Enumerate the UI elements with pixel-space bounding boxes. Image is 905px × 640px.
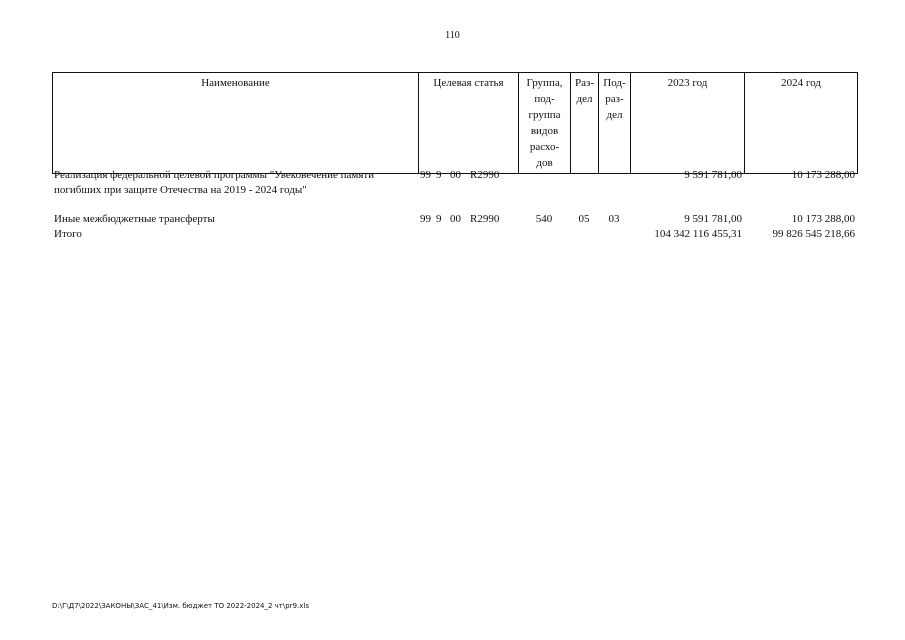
page-number: 110 [445, 30, 460, 41]
row-2023: 9 591 781,00 [684, 213, 742, 225]
row-subsection: 03 [608, 213, 620, 225]
file-path: D:\Г\Д7\2022\ЗАКОНЫ\ЗАС_41\Изм. бюджет ТО 2022-2024_2 чт\pr9.xls [52, 602, 309, 610]
row-2024: 10 173 288,00 [791, 213, 855, 225]
row-target-code: 99 9 00 R2990 [420, 169, 500, 181]
table-row [52, 168, 857, 198]
header-group: Группа, под- группа видов расхо- дов [519, 73, 571, 174]
row-2023: 9 591 781,00 [684, 169, 742, 181]
row-group: 540 [535, 213, 553, 225]
row-name: Реализация федеральной целевой программы "Увековечение памяти погибших при защите Отечества на 2019 - 2024 годы" [54, 169, 375, 196]
row-name: Иные межбюджетные трансферты [54, 213, 215, 225]
row-target-code: 99 9 00 R2990 [420, 213, 500, 225]
total-row [52, 227, 857, 242]
header-2024: 2024 год [745, 73, 858, 174]
row-subsection [598, 168, 630, 198]
header-subsection: Под- раз- дел [599, 73, 631, 174]
row-section [570, 168, 598, 198]
row-section: 05 [578, 213, 590, 225]
total-label: Итого [54, 228, 82, 240]
row-group [518, 168, 570, 198]
total-2024: 99 826 545 218,66 [772, 228, 855, 240]
header-2023: 2023 год [631, 73, 745, 174]
row-2024: 10 173 288,00 [791, 169, 855, 181]
table-body [52, 168, 857, 242]
total-2023: 104 342 116 455,31 [654, 228, 742, 240]
header-name: Наименование [53, 73, 419, 174]
header-target: Целевая статья [419, 73, 519, 174]
table-row [52, 212, 857, 227]
table-header [52, 72, 858, 174]
header-section: Раз- дел [571, 73, 599, 174]
